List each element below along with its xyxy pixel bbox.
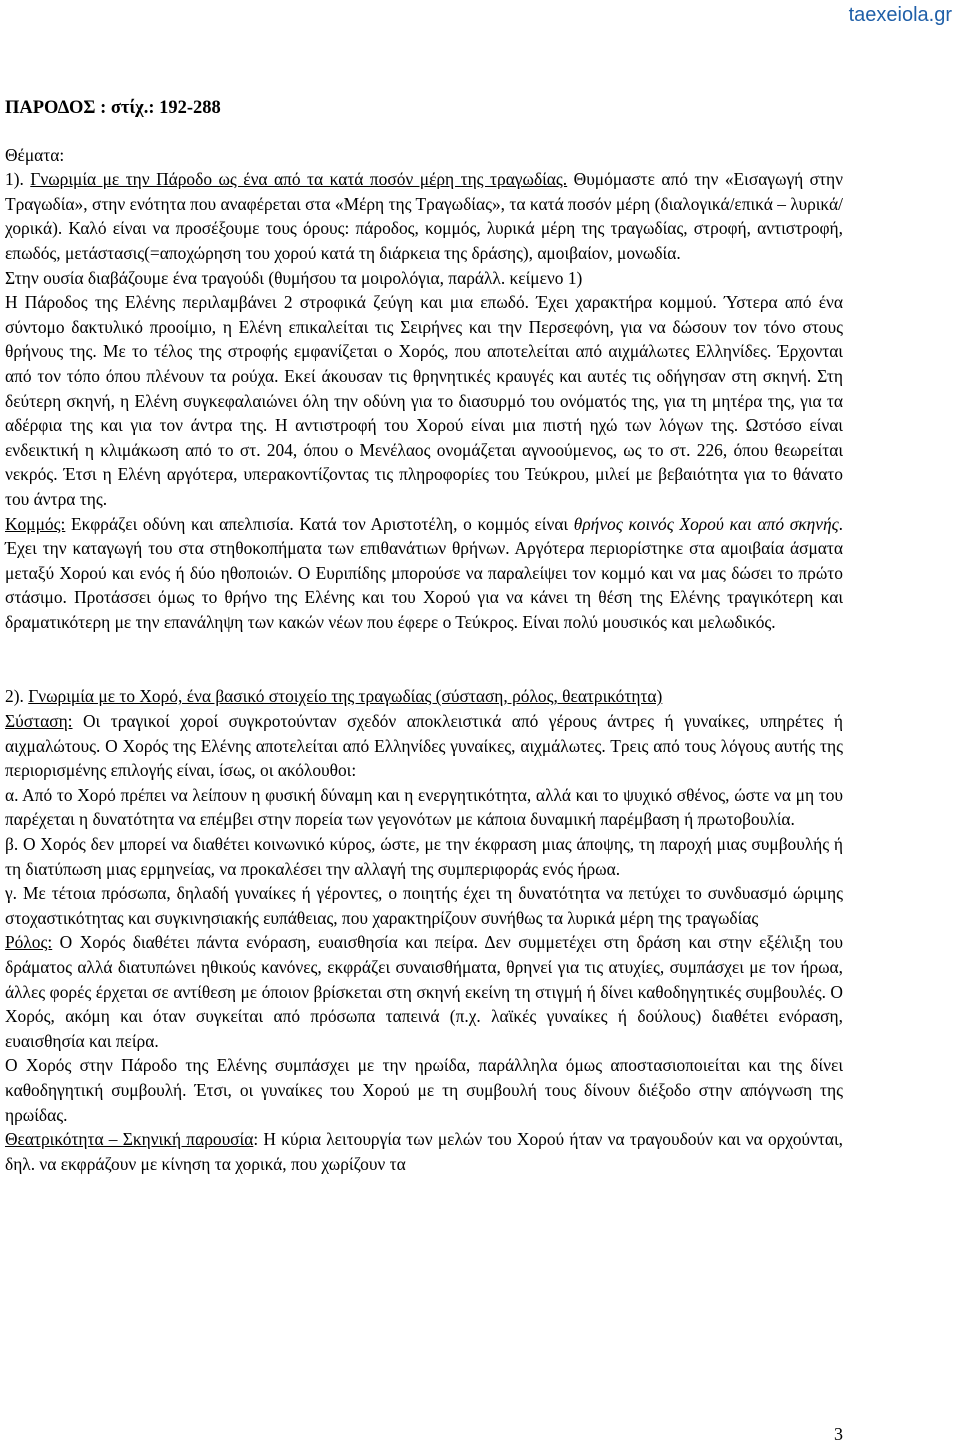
role-text: Ο Χορός διαθέτει πάντα ενόραση, ευαισθησία και πείρα. Δεν συμμετέχει στη δράση και στην εξέλιξη του δράματος αλλά διατυπώνει ηθικούς κανόνες, εκφράζει συναισθήματα, θρηνεί για τις ατυχίες, συμπάσχει με τον ήρωα, άλλες φορές έρχεται σε αντίθεση με όποιον βρίσκεται στη σκηνή εκείνη τη στιγμή ή δίνει καθοδηγητικές συμβουλές. Ο Χορός, ακόμη και όταν συγκείται από πρόσωπα ταπεινά (π.χ. λαϊκές γυναίκες ή δούλους) διαθέτει ενόραση, ευαισθησία και πείρα.: [5, 932, 843, 1051]
section-2-heading-line: [5, 684, 843, 709]
reason-b: β. Ο Χορός δεν μπορεί να διαθέτει κοινωνικό κύρος, ώστε, με την έκφραση μιας άποψης, τη παροχή μιας συμβουλής ή τη διατύπωση μιας ερμηνείας, να προκαλέσει την αλλαγή της συμπεριφοράς ενός ήρωα.: [5, 834, 843, 879]
composition-label: Σύσταση:: [5, 711, 73, 732]
page-number: 3: [834, 1424, 843, 1444]
section-1-heading: Γνωριμία με την Πάροδο ως ένα από τα κατά ποσόν μέρη της τραγωδίας.: [30, 169, 568, 190]
composition-paragraph: [5, 709, 843, 783]
section-2-heading: Γνωριμία με το Χορό, ένα βασικό στοιχείο της τραγωδίας (σύσταση, ρόλος, θεατρικότητα): [28, 686, 663, 707]
document-body: [5, 96, 843, 1176]
section-1-parodos-text: Η Πάροδος της Ελένης περιλαμβάνει 2 στροφικά ζεύγη και μια επωδό. Έχει χαρακτήρα κομμού. Ύστερα από ένα σύντομο δακτυλικό προοίμιο, η Ελένη επικαλείται τις Σειρήνες και την Περσεφόνη, για να δώσουν τον τόνο στους θρήνους της. Με το τέλος της στροφής εμφανίζεται ο Χορός, που αποτελείται από αιχμάλωτες Ελληνίδες. Έρχονται από τον τόπο όπου πλένουν τα ρούχα. Εκεί άκουσαν τις θρηνητικές κραυγές και αυτές τις οδήγησαν στη σκηνή. Στη δεύτερη σκηνή, η Ελένη συγκεφαλαιώνει όλη την οδύνη για το διασυρμό του ονόματός της, για τη μητέρα της, για τα αδέρφια της και για τον άντρα της. Η αντιστροφή του Χορού είναι μια πιστή ηχώ των λόγων της. Ωστόσο είναι ενδεικτική η κλιμάκωση από το στ. 204, όπου ο Μενέλαος ονομάζεται αγνοούμενος, ως το στ. 226, όπου θεωρείται νεκρός. Έτσι η Ελένη αργότερα, υπερακοντίζοντας τις πληροφορίες του Τεύκρου, μιλεί με βεβαιότητα για το θάνατο του άντρα της.: [5, 292, 843, 509]
kommos-quote: θρήνος κοινός Χορού και από σκηνής: [573, 513, 839, 534]
role-paragraph: [5, 930, 843, 1053]
section-2-number: 2).: [5, 686, 29, 707]
section-1-song-note: Στην ουσία διαβάζουμε ένα τραγούδι (θυμήσου τα μοιρολόγια, παράλλ. κείμενο 1): [5, 267, 583, 288]
section-spacer: [5, 634, 843, 684]
theatre-paragraph: [5, 1127, 843, 1176]
page-title: ΠΑΡΟΔΟΣ : στίχ.: 192-288: [5, 98, 221, 118]
kommos-text-a: Εκφράζει οδύνη και απελπισία. Κατά τον Αριστοτέλη, ο κομμός είναι: [65, 513, 574, 534]
kommos-paragraph: [5, 512, 843, 635]
section-1-number: 1).: [5, 169, 31, 190]
kommos-text-b: . Έχει την καταγωγή του στα στηθοκοπήματα των επιθανάτιων θρήνων. Αργότερα περιορίστηκε στα αμοιβαία άσματα μεταξύ Χορού και ενός ή δύο ηθοποιών. Ο Ευριπίδης μπορούσε να παραλείψει τον κομμό και να μας δώσει το πρώτο στάσιμο. Προτάσσει όμως το θρήνο της Ελένης και του Χορού για να κάνει τη θέση της Ελένης τραγικότερη και δραματικότερη με την επανάληψη των κακών νέων που έφερε ο Τεύκρος. Είναι πολύ μουσικός και μελωδικός.: [5, 513, 844, 632]
role-paragraph-2: Ο Χορός στην Πάροδο της Ελένης συμπάσχει με την ηρωίδα, παράλληλα όμως αποστασιοποιείται και της δίνει καθοδηγητική συμβουλή. Έτσι, οι γυναίκες του Χορού με τη συμβουλή τους δίνουν διέξοδο στην απόγνωση της ηρωίδας.: [5, 1055, 843, 1125]
theatre-label: Θεατρικότητα – Σκηνική παρουσία: [5, 1129, 254, 1150]
section-1-text: Θυμόμαστε από την «Εισαγωγή στην Τραγωδία», στην ενότητα που αναφέρεται στα «Μέρη της Τραγωδίας», τα κατά ποσόν μέρη (διαλογικά/επικά – λυρικά/χορικά). Καλό είναι να προσέξουμε τους όρους: πάροδος, κομμός, λυρικά μέρη της τραγωδίας, στροφή, αντιστροφή, επωδός, μετάστασις(=αποχώρηση του χορού κατά τη διάρκεια της δράσης), αμοιβαίον, μονωδία.: [5, 169, 843, 263]
site-watermark: taexeiola.gr: [848, 4, 952, 26]
reason-c: γ. Με τέτοια πρόσωπα, δηλαδή γυναίκες ή γέροντες, ο ποιητής έχει τη δυνατότητα να πετύχει το συνδυασμό ώριμης στοχαστικότητας και συγκινησιακής ευπάθειας, που χαρακτηρίζουν συνήθως τα λυρικά μέρη της τραγωδίας: [5, 883, 843, 928]
role-label: Ρόλος:: [5, 932, 53, 953]
composition-text: Οι τραγικοί χοροί συγκροτούνταν σχεδόν αποκλειστικά από γέρους άντρες ή γυναίκες, υπηρέτες ή αιχμαλώτους. Ο Χορός της Ελένης αποτελείται από Ελληνίδες γυναίκες, αιχμάλωτες. Τρεις από τους λόγους αυτής της περιορισμένης επιλογής είναι, ίσως, οι ακόλουθοι:: [5, 711, 843, 781]
theatre-text: : Η κύρια λειτουργία των μελών του Χορού ήταν να τραγουδούν και να ορχούνται, δηλ. να εκφράζουν με κίνηση τα χορικά, που χωρίζουν τα: [5, 1129, 843, 1174]
reason-a: α. Από το Χορό πρέπει να λείπουν η φυσική δύναμη και η ενεργητικότητα, αλλά και το ψυχικό σθένος, ώστε να μη του παρέχεται η δυνατότητα να επέμβει στην πορεία των γεγονότων με κάποια δυναμική παρέμβαση ή πρωτοβουλία.: [5, 784, 843, 830]
kommos-label: Κομμός:: [5, 513, 66, 534]
topics-label: Θέματα:: [5, 144, 65, 165]
section-1-intro: [5, 167, 843, 265]
